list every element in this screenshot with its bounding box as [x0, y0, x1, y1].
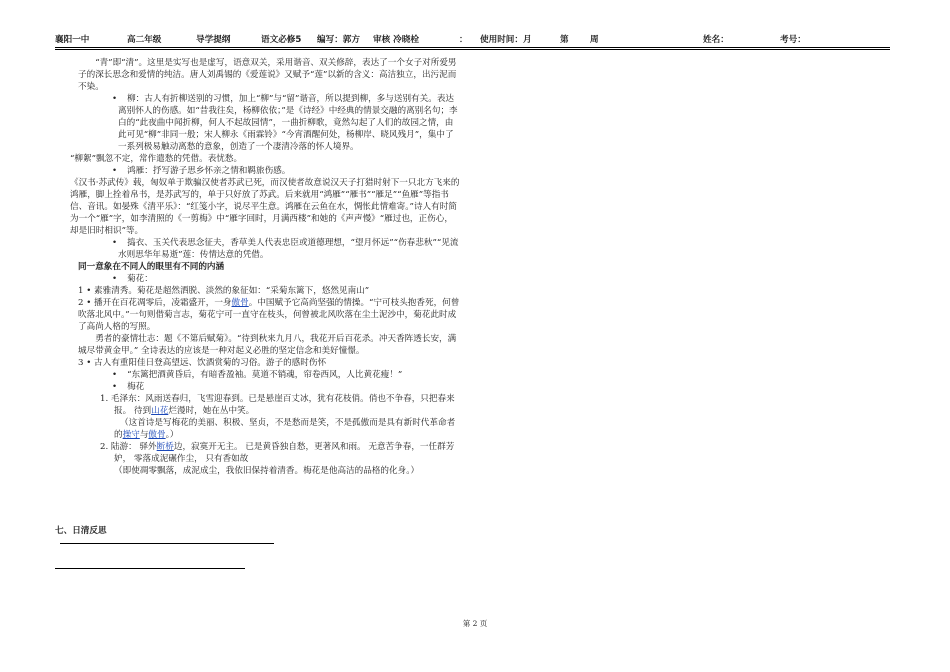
week-label-end: 周 [590, 35, 599, 45]
link-aogu[interactable]: 傲骨 [231, 298, 249, 308]
paragraph-other-images: • 捣衣、玉关代表思念征夫，香草美人代表忠臣或道德理想，“望月怀远”“伤春悲秋”“见流水则思华年易逝”莲：传情达意的凭借。 [78, 237, 461, 261]
paragraph-willow: • 柳：古人有折柳送别的习惯，加上“柳”与“留”谐音，所以提到柳，多与送别有关。表达离别怀人的伤感。如“昔我往矣，杨柳依依；”是《诗经》中经典的情景交融的离别名句；李白的“此夜曲中闻折柳，何人不起故园情”，一曲折柳歌，竟然勾起了人们的故园之情，由此可见“柳”非同一般；宋人柳永《雨霖铃》“今宵酒醒何处，杨柳岸、晓风残月”，集中了一系列极易触动离愁的意象，创造了一个凄清冷落的怀人境界。 [78, 93, 461, 153]
paragraph-su-wu: 《汉书·苏武传》载，匈奴单于欺骗汉使者苏武已死，而汉使者故意说汉天子打猎时射下一只北方飞来的鸿雁，脚上拴着帛书，是苏武写的，单于只好放了苏武。后来就用“鸿雁”“雁书”“雁足”“鱼雁”等指书信、音讯。如晏殊《清平乐》：“红笺小字，说尽平生意。鸿雁在云鱼在水，惆怅此情难寄。”诗人有时简为一个“雁”字，如李清照的《一剪梅》中“雁字回时，月满西楼”和她的《声声慢》“雁过也，正伤心，却是旧时相识”等。 [70, 178, 460, 236]
reviewer-label: 审核 冷晓栓 [373, 35, 419, 45]
grade-label: 高二年级 [127, 35, 162, 45]
mei1-text-b: 烂漫时，她在丛中笑。 [168, 406, 255, 416]
reflection-line-2[interactable] [55, 568, 245, 569]
chrysanthemum-poem: • “东篱把酒黄昏后，有暗香盈袖。莫道不销魂，帘卷西风，人比黄花瘦！” [78, 369, 461, 381]
plum-point-1-note [78, 417, 461, 441]
subject-label: 语文必修5 [261, 35, 302, 45]
mei1-text-a: 1. 毛泽东：风雨送春归，飞雪迎春到。已是悬崖百丈冰，犹有花枝俏。俏也不争春，只把春来报。 待到 [100, 394, 455, 416]
ju2-text-a: 2 • 播开在百花凋零后，凌霜盛开，一身 [78, 298, 232, 308]
plum-point-2-note: （即使凋零飘落，成泥成尘，我依旧保持着清香。梅花是他高洁的品格的化身。） [114, 466, 420, 476]
link-caoshou[interactable]: 操守 [122, 430, 140, 440]
paragraph-wild-goose: • 鸿雁：抒写游子思乡怀亲之情和羁旅伤感。 [78, 165, 461, 177]
mei2-text-b: 边，寂寞开无主。 已是黄昏独自愁，更著风和雨。 无意苦争春，一任群芳妒， 零落成泥碾作尘， 只有香如故 [114, 442, 455, 464]
plum-title: • 梅花 [78, 381, 461, 393]
main-content [70, 57, 461, 477]
section-7-heading: 七、日清反思 [55, 526, 107, 536]
exam-number-label: 考号： [780, 35, 806, 45]
page-number: 第 2 页 [462, 619, 488, 628]
week-label: 第 [560, 35, 569, 45]
author-label: 编写：郭方 [317, 35, 360, 45]
link-aogu-2[interactable]: 傲骨 [148, 430, 166, 440]
usage-time: 使用时间：月 [480, 35, 532, 45]
link-duanqiao[interactable]: 断桥 [156, 442, 174, 452]
chrysanthemum-point-2-extra: 勇者的豪情壮志：题《不第后赋菊》。“待到秋来九月八，我花开后百花杀。冲天香阵透长安，满城尽带黄金甲。” 全诗表达的应该是一种对起义必胜的坚定信念和美好憧憬。 [78, 334, 457, 356]
reflection-line-1[interactable] [60, 543, 274, 544]
section-heading: 同一意象在不同人的眼里有不同的内涵 [78, 262, 225, 272]
doc-type: 导学提纲 [196, 35, 231, 45]
chrysanthemum-point-2 [78, 297, 461, 333]
header-rule-bottom [55, 49, 890, 50]
plum-point-1 [78, 393, 461, 417]
chrysanthemum-point-3: 3 • 古人有重阳佳日登高望远、饮酒赏菊的习俗。游子的感时伤怀 [78, 358, 327, 368]
header-rule-top [55, 47, 890, 48]
chrysanthemum-title: • 菊花： [78, 273, 461, 285]
school-name: 襄阳一中 [55, 35, 90, 45]
plum-point-2 [78, 441, 461, 465]
page-header [55, 33, 890, 47]
mei1c-text-b: 。） [165, 430, 179, 440]
link-shanhua[interactable]: 山花 [151, 406, 169, 416]
mei2-text-a: 2. 陆游： 驿外 [100, 442, 157, 452]
paragraph-lotus: “青”即“清”。这里是实写也是虚写，语意双关，采用谐音、双关修辞，表达了一个女子对所爱男子的深长思念和爱情的纯洁。唐人刘禹锡的《爱莲说》又赋予“莲”以新的含义：高洁独立，出污泥而不染。 [78, 58, 457, 92]
chrysanthemum-point-1: 1 • 素雅清秀。菊花是超然洒脱、淡然的象征如：“采菊东篱下，悠然见南山” [78, 286, 370, 296]
colon-mark: ： [459, 35, 468, 45]
paragraph-willow-catkin: “柳絮”飘忽不定，常作遣愁的凭借。表忧愁。 [70, 154, 243, 164]
mei1c-text-a: （这首诗是写梅花的美丽、积极、坚贞，不是愁而是笑，不是孤傲而是具有新时代革命者的 [114, 418, 456, 440]
ju2-text-b: 。中国赋予它高尚坚强的情操。“宁可枝头抱香死，何曾吹落北风中。”一句则借菊言志，菊花宁可一直守在枝头，何曾被北风吹落在尘土泥沙中，菊花此时成了高尚人格的写照。 [78, 298, 460, 332]
mei1c-text-mid: 与 [139, 430, 149, 440]
name-field-label: 姓名： [703, 35, 729, 45]
